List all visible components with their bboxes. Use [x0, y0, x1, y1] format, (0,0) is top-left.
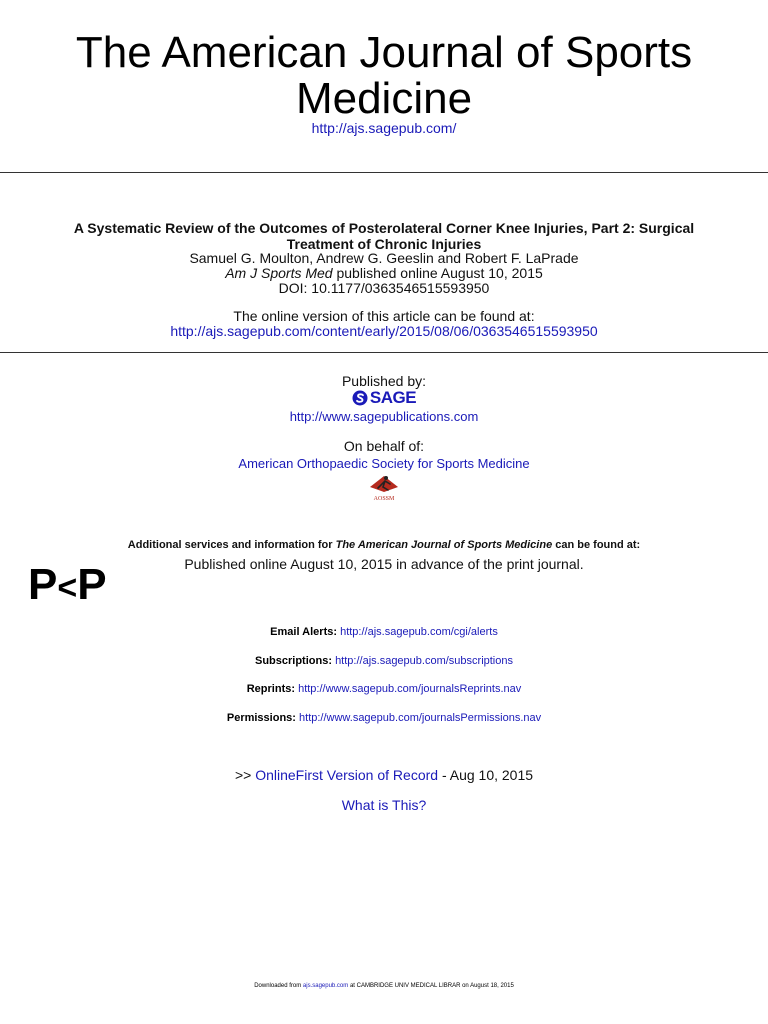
article-title-line1: A Systematic Review of the Outcomes of Posterolateral Corner Knee Injuries, Part 2: Surgical: [73, 220, 695, 236]
online-version-row: [0, 323, 768, 339]
published-by-label: Published by:: [341, 373, 427, 389]
permissions-link[interactable]: http://www.sagepub.com/journalsPermissions.nav: [299, 712, 542, 724]
society-row: [0, 456, 768, 472]
version-date: - Aug 10, 2015: [438, 767, 534, 783]
article-title: [0, 220, 768, 252]
pp-right: P: [77, 560, 107, 609]
citation: [0, 265, 768, 281]
society-link[interactable]: American Orthopaedic Society for Sports Medicine: [238, 456, 530, 471]
additional-journal: The American Journal of Sports Medicine: [335, 539, 553, 551]
published-note: published online August 10, 2015: [332, 265, 543, 281]
behalf-of-label: On behalf of:: [343, 438, 425, 454]
journal-title: [0, 30, 768, 122]
authors: Samuel G. Moulton, Andrew G. Geeslin and Robert F. LaPrade: [189, 250, 579, 266]
subscriptions-label: Subscriptions:: [254, 655, 332, 667]
online-version-link[interactable]: http://ajs.sagepub.com/content/early/2015/08/06/0363546515593950: [170, 323, 598, 339]
subscriptions-link[interactable]: http://ajs.sagepub.com/subscriptions: [335, 655, 513, 667]
journal-title-line2: Medicine: [295, 74, 473, 123]
email-alerts-link[interactable]: http://ajs.sagepub.com/cgi/alerts: [340, 626, 498, 638]
svg-text:AOSSM: AOSSM: [373, 496, 395, 502]
journal-abbrev: Am J Sports Med: [225, 265, 333, 281]
service-reprints: [0, 682, 768, 696]
sage-url-link[interactable]: http://www.sagepublications.com: [289, 409, 479, 424]
online-version-note: The online version of this article can be found at:: [233, 308, 535, 324]
published-advance-note: Published online August 10, 2015 in advance of the print journal.: [184, 556, 584, 572]
version-of-record-link[interactable]: OnlineFirst Version of Record: [255, 767, 439, 783]
journal-title-line1: The American Journal of Sports: [75, 28, 693, 77]
what-is-this-link[interactable]: What is This?: [341, 797, 427, 813]
divider-middle: [0, 352, 768, 353]
what-is-this-row: [0, 797, 768, 813]
additional-services-heading: [0, 538, 768, 552]
divider-top: [0, 172, 768, 173]
reprints-label: Reprints:: [246, 683, 296, 695]
version-prefix: >>: [234, 767, 256, 783]
footer-suffix: at CAMBRIDGE UNIV MEDICAL LIBRAR on August 18, 2015: [348, 983, 514, 989]
additional-prefix: Additional services and information for: [127, 539, 336, 551]
email-alerts-label: Email Alerts:: [270, 626, 338, 638]
sage-logo[interactable]: [0, 388, 768, 408]
aossm-emblem-icon: [364, 472, 404, 502]
doi: DOI: 10.1177/0363546515593950: [278, 280, 490, 296]
pp-mid: <: [57, 569, 78, 607]
journal-url-link[interactable]: http://ajs.sagepub.com/: [311, 120, 457, 136]
footer-link[interactable]: ajs.sagepub.com: [302, 983, 349, 989]
service-subscriptions: [0, 654, 768, 668]
pp-left: P: [28, 560, 58, 609]
journal-url-row: [0, 120, 768, 136]
service-permissions: [0, 711, 768, 725]
sage-s-icon: [352, 390, 368, 406]
version-of-record-row: [0, 767, 768, 783]
article-title-line2: Treatment of Chronic Injuries: [286, 236, 482, 252]
reprints-link[interactable]: http://www.sagepub.com/journalsReprints.nav: [298, 683, 522, 695]
download-footer: [0, 982, 768, 990]
additional-suffix: can be found at:: [552, 539, 641, 551]
sage-logo-text: SAGE: [369, 388, 417, 407]
sage-url-row: [0, 409, 768, 425]
aossm-logo[interactable]: [0, 472, 768, 502]
footer-prefix: Downloaded from: [254, 983, 303, 989]
service-email-alerts: [0, 625, 768, 639]
permissions-label: Permissions:: [226, 712, 296, 724]
